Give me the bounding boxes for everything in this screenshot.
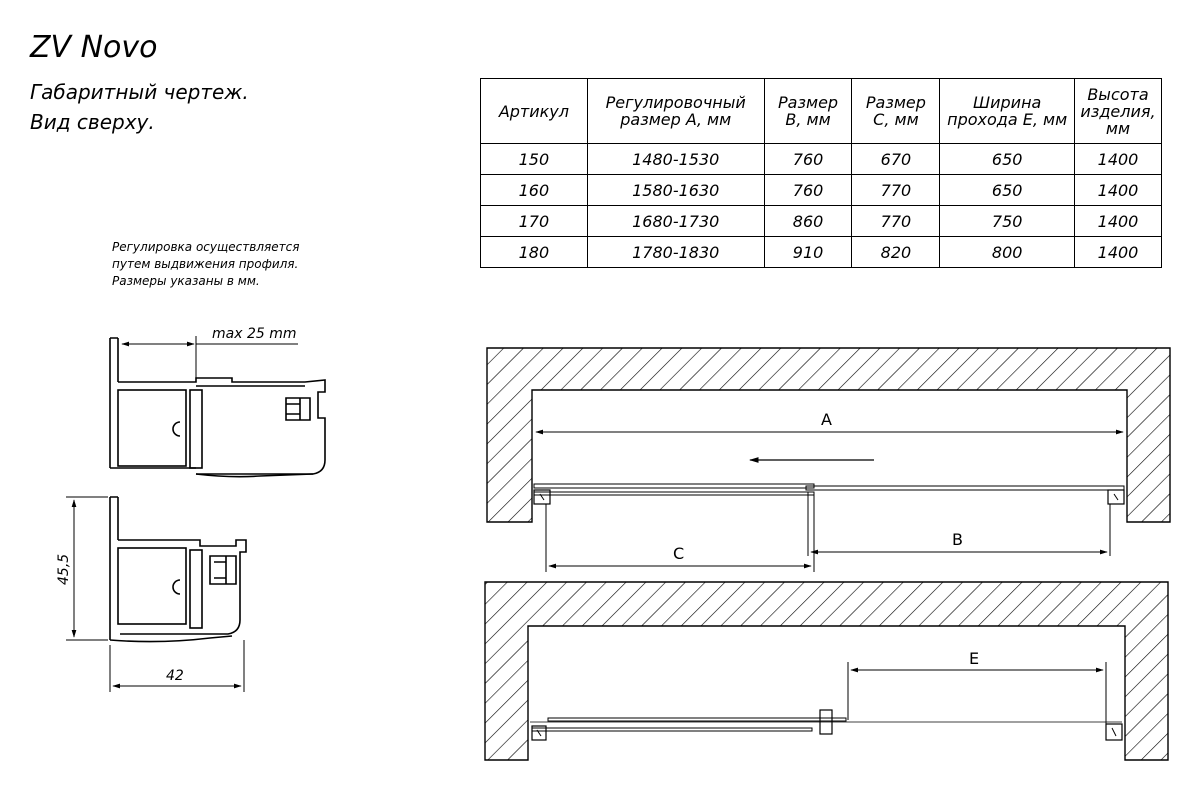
note-line-3: Размеры указаны в мм.: [112, 274, 260, 288]
dimension-a-label: A: [821, 410, 832, 429]
table-cell: 760: [764, 144, 852, 175]
table-cell: 650: [940, 175, 1075, 206]
table-cell: 170: [481, 206, 588, 237]
table-cell: 160: [481, 175, 588, 206]
note-line-2: путем выдвижения профиля.: [112, 257, 299, 271]
note-line-1: Регулировка осуществляется: [112, 240, 300, 254]
table-cell: 910: [764, 237, 852, 268]
table-cell: 1780-1830: [587, 237, 764, 268]
header-size-c: Размер С, мм: [852, 79, 940, 144]
header-passage-width-e: Ширина прохода Е, мм: [940, 79, 1075, 144]
table-cell: 1680-1730: [587, 206, 764, 237]
header-adjust-size-a: Регулировочный размер А, мм: [587, 79, 764, 144]
table-cell: 1580-1630: [587, 175, 764, 206]
table-cell: 1480-1530: [587, 144, 764, 175]
max-dimension: [122, 336, 298, 378]
product-title: ZV Novo: [30, 30, 158, 65]
plan-view-closed: [487, 348, 1170, 572]
height-dimension: [66, 497, 108, 640]
dimension-c-label: C: [673, 544, 685, 563]
table-cell: 1400: [1075, 175, 1162, 206]
width-dimension: [110, 640, 244, 692]
height-dimension-label: 45,5: [56, 553, 72, 585]
table-cell: 760: [764, 175, 852, 206]
drawing-view-subtitle: Вид сверху.: [30, 110, 155, 134]
header-article: Артикул: [481, 79, 588, 144]
table-cell: 1400: [1075, 144, 1162, 175]
profile-base-drawing: [110, 497, 246, 642]
table-cell: 820: [852, 237, 940, 268]
table-cell: 800: [940, 237, 1075, 268]
dimension-e-label: E: [969, 649, 980, 668]
header-height: Высота изделия, мм: [1075, 79, 1162, 144]
table-cell: 150: [481, 144, 588, 175]
width-dimension-label: 42: [166, 668, 184, 684]
table-cell: 670: [852, 144, 940, 175]
profile-extended-drawing: [110, 338, 325, 477]
table-cell: 860: [764, 206, 852, 237]
table-cell: 1400: [1075, 237, 1162, 268]
header-size-b: Размер В, мм: [764, 79, 852, 144]
dimension-b-label: B: [952, 530, 963, 549]
table-cell: 650: [940, 144, 1075, 175]
table-cell: 770: [852, 206, 940, 237]
table-cell: 180: [481, 237, 588, 268]
table-cell: 750: [940, 206, 1075, 237]
drawing-subtitle: Габаритный чертеж.: [30, 80, 249, 104]
plan-view-open: [485, 582, 1168, 760]
max-dimension-label: max 25 mm: [212, 326, 297, 342]
table-cell: 1400: [1075, 206, 1162, 237]
table-cell: 770: [852, 175, 940, 206]
